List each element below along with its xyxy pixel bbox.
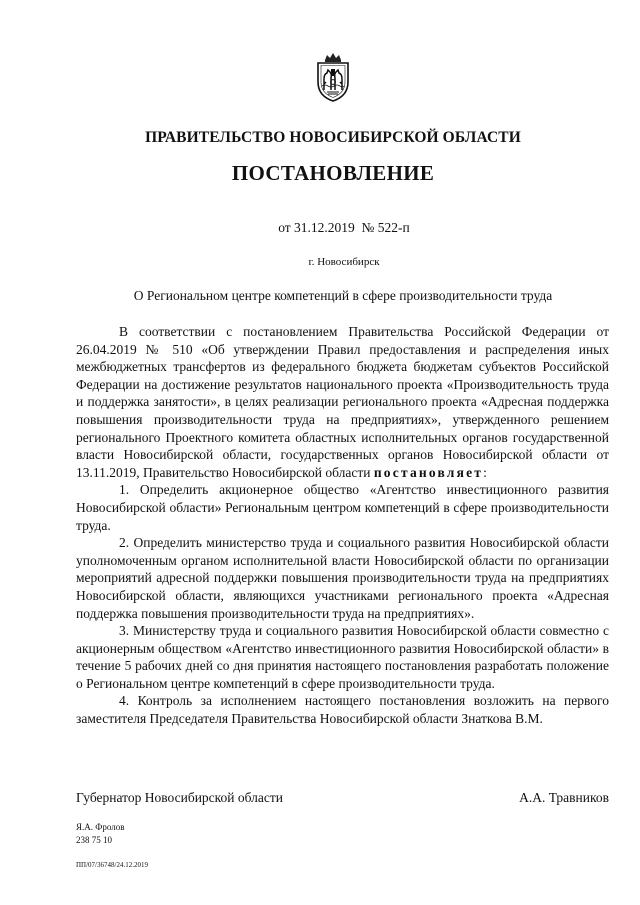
executor-phone: 238 75 10 — [76, 835, 112, 845]
signer-position: Губернатор Новосибирской области — [76, 790, 284, 805]
list-item-3: 3. Министерству труда и социального развития Новосибирской области совместно с акционерным обществом «Агентство инвестиционного развития Новосибирской области» в течение 5 рабочих дней со дня принятия настоящего постановления разработать положение о Региональном центре компетенций в сфере производительности труда. — [76, 623, 609, 691]
document-date-number: от 31.12.2019 № 522-п — [278, 220, 410, 235]
document-city: г. Новосибирск — [308, 256, 380, 268]
list-item-1: 1. Определить акционерное общество «Агентство инвестиционного развития Новосибирской области» Региональным центром компетенций в сфере производительности труда. — [76, 482, 609, 533]
intro-paragraph — [76, 323, 609, 481]
coat-of-arms-icon — [313, 52, 353, 102]
list-item-2: 2. Определить министерство труда и социального развития Новосибирской области уполномоченным органом исполнительной власти Новосибирской области по организации мероприятий адресной поддержки повышения производительности труда на предприятиях Новосибирской области, являющихся участниками регионального проекта «Адресная поддержка повышения производительности труда на предприятиях». — [76, 535, 609, 621]
intro-text: В соответствии с постановлением Правительства Российской Федерации от 26.04.2019 № 510 «Об утверждении Правил предоставления и распределения иных межбюджетных трансфертов из федерального бюджета бюджетам субъектов Российской Федерации на достижение результатов национального проекта «Производительность труда и поддержка занятости», в целях реализации регионального проекта «Адресная поддержка повышения производительности труда на предприятиях», утвержденного решением регионального Проектного комитета областных исполнительных органов государственной власти Новосибирской области, государственных органов Новосибирской области от 13.11.2019, Правительство Новосибирской области — [76, 324, 609, 480]
executor-name: Я.А. Фролов — [76, 822, 125, 832]
list-item-4: 4. Контроль за исполнением настоящего постановления возложить на первого заместителя Председателя Правительства Новосибирской области Знаткова В.М. — [76, 693, 609, 727]
decree-colon: : — [483, 464, 487, 480]
document-type: ПОСТАНОВЛЕНИЕ — [231, 161, 435, 185]
document-body — [76, 323, 609, 728]
decree-word: постановляет — [373, 464, 484, 480]
executor-info — [76, 821, 125, 847]
organization-title: ПРАВИТЕЛЬСТВО НОВОСИБИРСКОЙ ОБЛАСТИ — [145, 129, 521, 146]
signer-name: А.А. Травников — [519, 790, 609, 805]
registration-code: ПП/07/36748/24.12.2019 — [76, 861, 148, 869]
signature-block — [76, 790, 609, 806]
document-subject: О Региональном центре компетенций в сфере производительности труда — [133, 288, 553, 303]
